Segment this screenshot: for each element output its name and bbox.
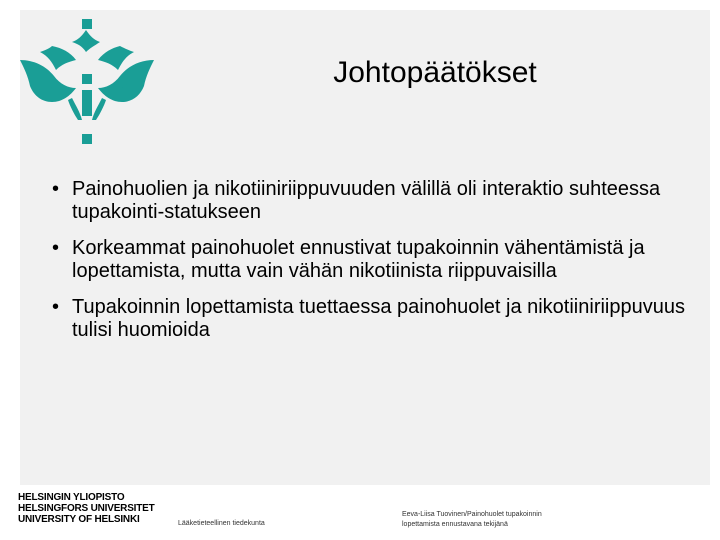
- bullet-text: Painohuolien ja nikotiiniriippuvuuden välillä oli interaktio suhteessa tupakointi-statukseen: [72, 178, 661, 223]
- bullet-item: [52, 178, 702, 224]
- bullet-marker: •: [52, 178, 60, 200]
- bullet-text: Korkeammat painohuolet ennustivat tupakoinnin vähentämistä ja lopettamista, mutta vain vähän nikotiinista riippuvaisilla: [72, 237, 645, 282]
- bullet-marker: •: [52, 296, 60, 318]
- author-line-1: Eeva-Liisa Tuovinen/Painohuolet tupakoinnin: [402, 511, 542, 518]
- university-name-swedish: HELSINGFORS UNIVERSITET: [18, 503, 155, 514]
- university-name-finnish: HELSINGIN YLIOPISTO: [18, 492, 125, 503]
- slide-title: Johtopäätökset: [333, 56, 537, 89]
- faculty-name: Lääketieteellinen tiedekunta: [178, 520, 265, 527]
- bullet-item: [52, 296, 702, 342]
- university-name-english: UNIVERSITY OF HELSINKI: [18, 514, 140, 525]
- bullet-text: Tupakoinnin lopettamista tuettaessa painohuolet ja nikotiiniriippuvuus tulisi huomioida: [72, 296, 685, 341]
- author-line-2: lopettamista ennustavana tekijänä: [402, 521, 508, 528]
- bullet-marker: •: [52, 237, 60, 259]
- bullet-list: [52, 178, 702, 355]
- university-name: [18, 492, 155, 525]
- university-flame-logo-icon: [12, 16, 162, 151]
- bullet-item: [52, 237, 702, 283]
- author-footer: [402, 510, 632, 530]
